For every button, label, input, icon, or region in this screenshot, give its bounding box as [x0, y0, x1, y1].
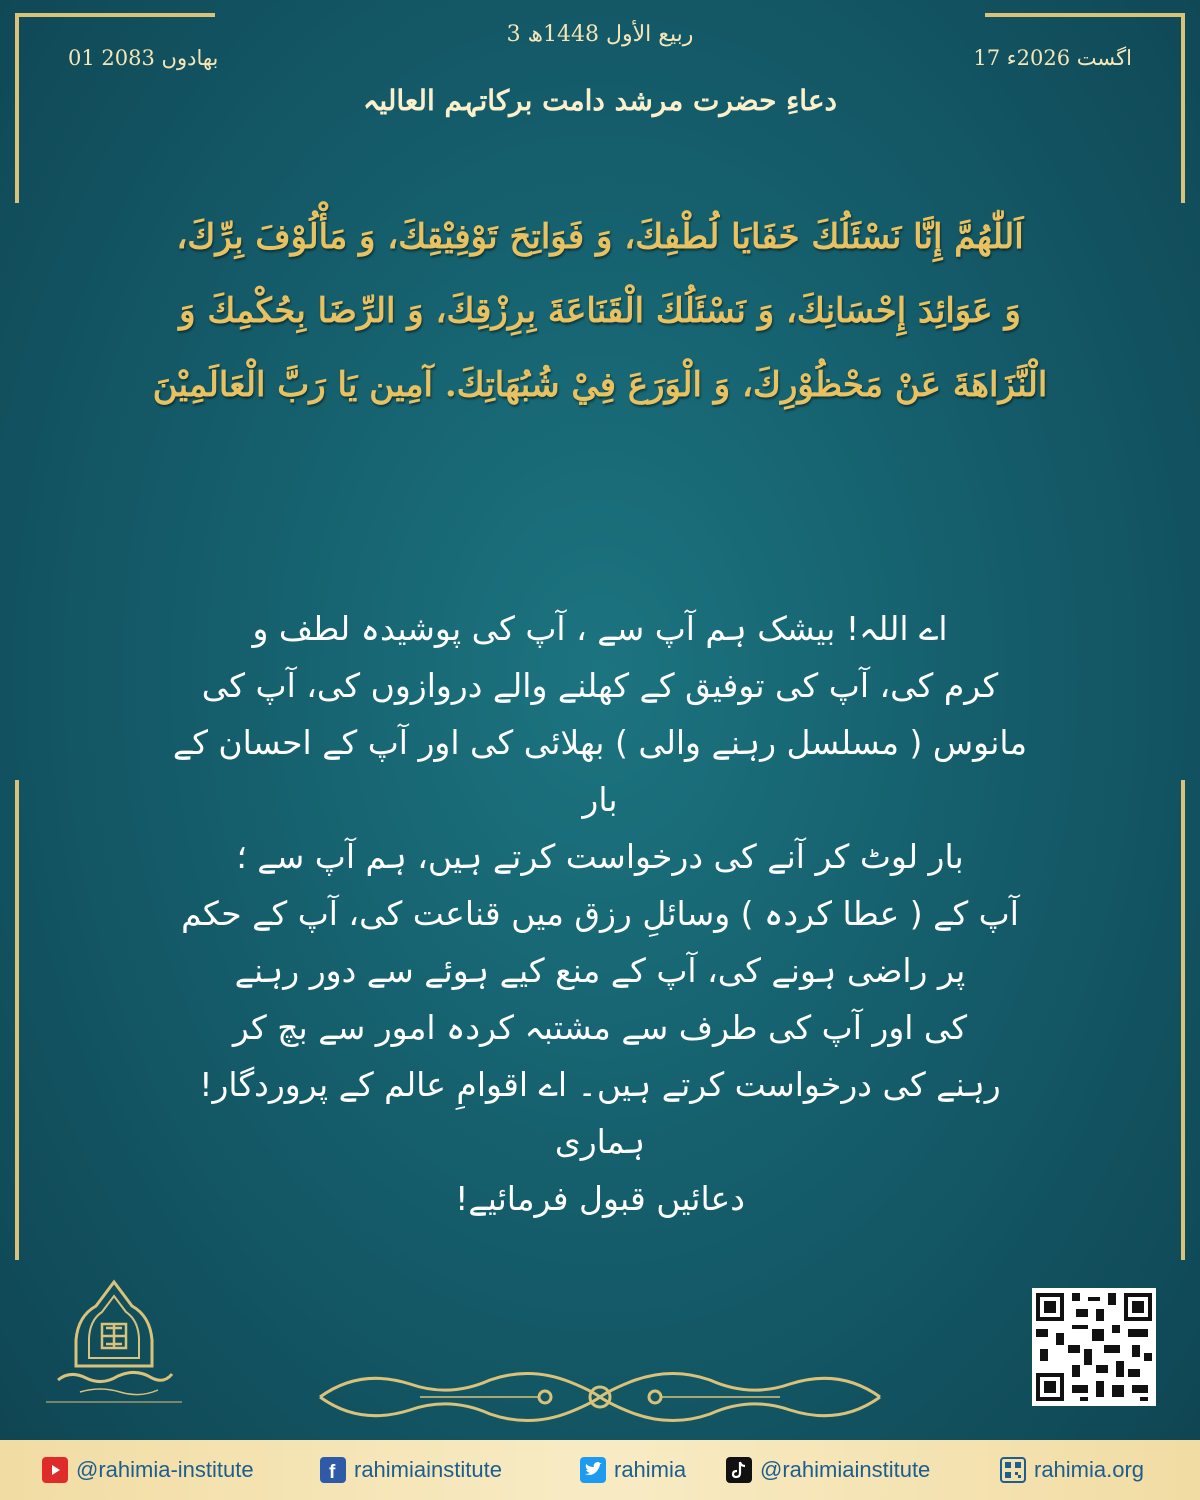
urdu-line: پر راضی ہونے کی، آپ کے منع کیے ہوئے سے دور رہنے — [234, 951, 966, 990]
footer-bar — [0, 1440, 1200, 1500]
facebook-link[interactable] — [320, 1456, 502, 1484]
facebook-icon — [320, 1457, 346, 1483]
qr-code-icon[interactable] — [1032, 1288, 1156, 1406]
urdu-line: بار لوٹ کر آنے کی درخواست کرتے ہیں، ہم آپ سے ؛ — [236, 837, 964, 876]
tiktok-link[interactable] — [726, 1456, 930, 1484]
ornament-divider — [300, 1364, 900, 1430]
facebook-handle: rahimiainstitute — [354, 1457, 502, 1482]
gregorian-date: 17 اگست 2026ء — [973, 46, 1132, 70]
youtube-handle: @rahimia-institute — [76, 1457, 254, 1482]
tiktok-handle: @rahimiainstitute — [760, 1457, 931, 1482]
arabic-line: الْنَّزَاهَةَ عَنْ مَحْظُوْرِكَ، وَ الْوَرَعَ فِيْ شُبُهَاتِكَ. آمِين يَا رَبَّ الْعَالَمِيْنَ — [152, 365, 1048, 405]
urdu-line: دعائیں قبول فرمائیے! — [455, 1179, 745, 1218]
urdu-line: کی اور آپ کی طرف سے مشتبہ کردہ امور سے بچ کر — [232, 1008, 968, 1047]
urdu-line: اے اللہ! بیشک ہم آپ سے ، آپ کی پوشیدہ لطف و — [252, 609, 948, 648]
website-url: rahimia.org — [1034, 1457, 1145, 1482]
urdu-translation — [170, 600, 1030, 1227]
website-link[interactable] — [1000, 1456, 1144, 1484]
arabic-dua — [60, 200, 1140, 422]
tiktok-icon — [726, 1457, 752, 1483]
urdu-line: آپ کے ( عطا کردہ ) وسائلِ رزق میں قناعت کی، آپ کے حکم — [181, 894, 1019, 933]
youtube-icon — [42, 1457, 68, 1483]
arabic-line: وَ عَوَائِدَ إِحْسَانِكَ، وَ نَسْئَلُكَ الْقَنَاعَةَ بِرِزْقِكَ، وَ الرِّضَا بِحُكْمِكَ وَ — [179, 291, 1021, 331]
urdu-line: مانوس ( مسلسل رہنے والی ) بھلائی کی اور آپ کے احسان کے بار — [172, 723, 1028, 819]
urdu-line: کرم کی، آپ کی توفیق کے کھلنے والے دروازوں کی، آپ کی — [201, 666, 999, 705]
hijri-date: 3 ربیع الأول 1448ھ — [506, 22, 694, 47]
bikrami-date: 01 بھادوں 2083 — [68, 46, 219, 70]
svg-text:f: f — [329, 1462, 336, 1483]
youtube-link[interactable] — [42, 1456, 254, 1484]
urdu-line: رہنے کی درخواست کرتے ہیں۔ اے اقوامِ عالم کے پروردگار! ہماری — [199, 1065, 1001, 1161]
twitter-icon — [580, 1457, 606, 1483]
arabic-line: اَللّٰهُمَّ إِنَّا نَسْئَلُكَ خَفَايَا لُطْفِكَ، وَ فَوَاتِحَ تَوْفِيْقِكَ، وَ مَأْلُوْفَ بِرِّكَ، — [176, 217, 1024, 257]
web-icon — [1000, 1457, 1026, 1483]
page-title: دعاءِ حضرت مرشد دامت برکاتہم العالیہ — [362, 84, 838, 117]
rahimia-emblem-icon — [40, 1278, 188, 1408]
twitter-handle: rahimia — [614, 1457, 687, 1482]
twitter-link[interactable] — [580, 1456, 686, 1484]
